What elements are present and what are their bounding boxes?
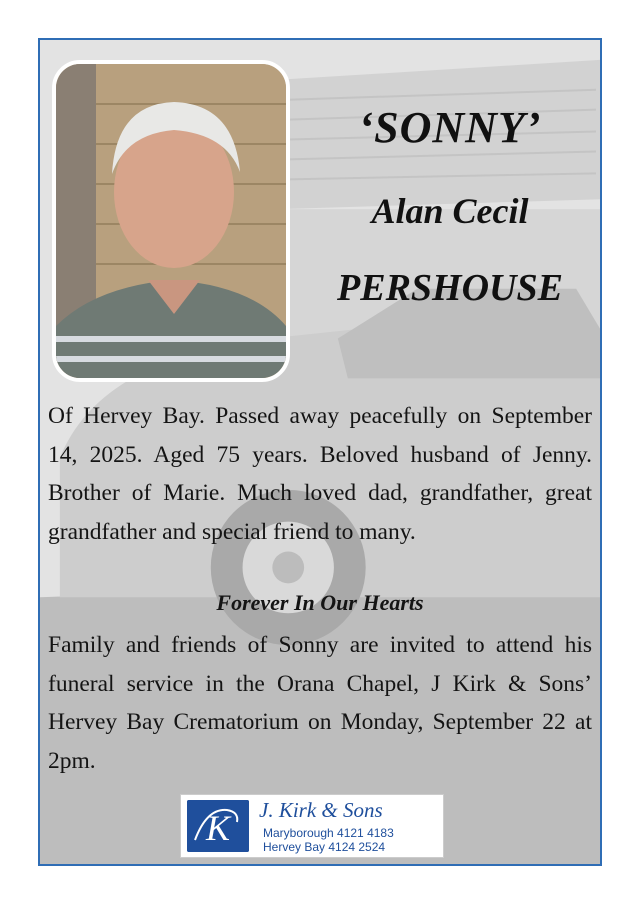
funeral-director-logo: [180, 794, 444, 858]
notice-paragraph: Of Hervey Bay. Passed away peacefully on September 14, 2025. Aged 75 years. Beloved husband of Jenny. Brother of Marie. Much loved dad, grandfather, great grandfather and special friend to many.: [48, 403, 592, 545]
surname: PERSHOUSE: [337, 267, 563, 309]
funeral-details: Family and friends of Sonny are invited to attend his funeral service in the Orana Chapel, J Kirk & Sons’ Hervey Bay Crematorium on Monday, September 22 at 2pm.: [48, 632, 592, 774]
monogram-icon: [187, 800, 249, 852]
notice-frame: [38, 38, 602, 866]
logo-phone-maryborough: Maryborough 4121 4183: [263, 826, 394, 840]
logo-monogram: K: [205, 808, 231, 848]
nickname: ‘SONNY’: [358, 103, 542, 152]
logo-phone-hervey-bay: Hervey Bay 4124 2524: [263, 840, 386, 854]
logo-business-name: J. Kirk & Sons: [259, 798, 383, 822]
portrait-photo: [52, 60, 290, 382]
motto: Forever In Our Hearts: [216, 590, 424, 615]
given-names: Alan Cecil: [371, 191, 529, 231]
